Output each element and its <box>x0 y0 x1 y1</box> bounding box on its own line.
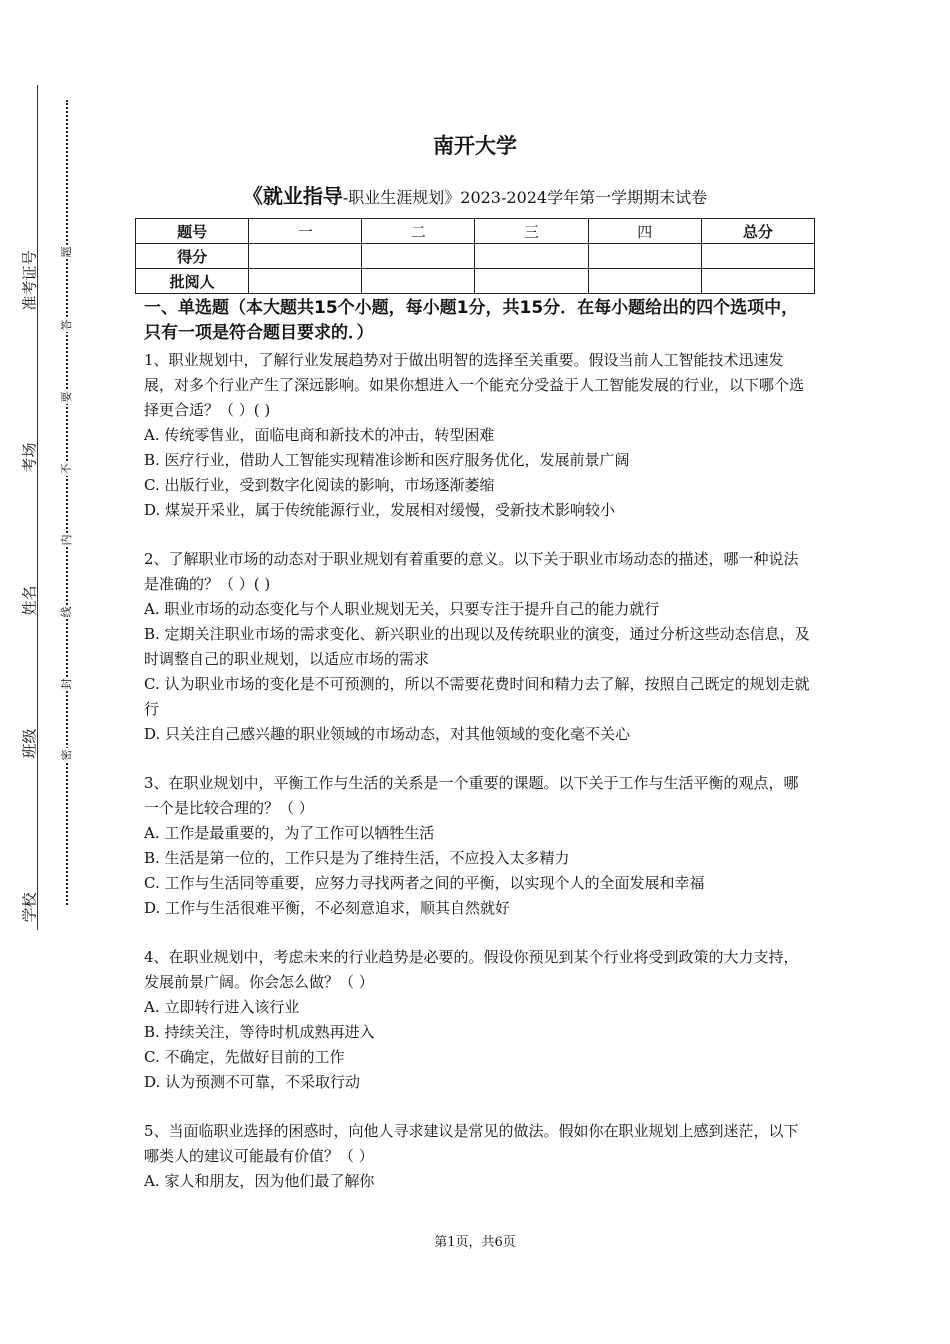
table-header-cell: 总分 <box>701 219 814 244</box>
table-header-cell: 三 <box>475 219 588 244</box>
question-stem: 5、当面临职业选择的困惑时，向他人寻求建议是常见的做法。假如你在职业规划上感到迷茫，以下哪类人的建议可能最有价值？（ ） <box>144 1122 799 1165</box>
option-b: B. 生活是第一位的，工作只是为了维持生活，不应投入太多精力 <box>144 849 570 867</box>
table-header-cell: 二 <box>362 219 475 244</box>
reviewer-cell <box>475 269 588 294</box>
score-table <box>135 218 815 294</box>
score-cell <box>362 244 475 269</box>
seal-char: 答 <box>60 319 73 331</box>
score-cell <box>475 244 588 269</box>
field-name: 姓名 <box>20 585 39 616</box>
option-d: D. 认为预测不可靠，不采取行动 <box>144 1073 361 1091</box>
field-class: 班级 <box>20 728 39 759</box>
option-a: A. 传统零售业，面临电商和新技术的冲击，转型困难 <box>144 426 495 444</box>
seal-char: 题 <box>60 246 73 258</box>
option-c: C. 出版行业，受到数字化阅读的影响，市场逐渐萎缩 <box>144 476 495 494</box>
field-exam-number: 准考证号 <box>20 250 39 311</box>
table-header-cell: 四 <box>588 219 701 244</box>
page-number: 第1页，共6页 <box>434 1235 516 1250</box>
option-d: D. 只关注自己感兴趣的职业领域的市场动态，对其他领域的变化毫不关心 <box>144 725 631 743</box>
option-c: C. 认为职业市场的变化是不可预测的，所以不需要花费时间和精力去了解，按照自己既定的规划走就行 <box>144 675 810 718</box>
reviewer-cell <box>362 269 475 294</box>
reviewer-cell <box>701 269 814 294</box>
university-title: 南开大学 <box>433 134 517 158</box>
question-5 <box>144 1119 812 1194</box>
option-a: A. 家人和朋友，因为他们最了解你 <box>144 1172 375 1190</box>
question-stem: 3、在职业规划中，平衡工作与生活的关系是一个重要的课题。以下关于工作与生活平衡的观点，哪一个是比较合理的？（ ） <box>144 774 799 817</box>
subtitle-course: 《就业指导 <box>242 184 343 208</box>
score-table-header-row <box>136 219 815 244</box>
subtitle-rest: -职业生涯规划》2023-2024学年第一学期期末试卷 <box>342 188 708 207</box>
option-a: A. 职业市场的动态变化与个人职业规划无关，只要专注于提升自己的能力就行 <box>144 600 660 618</box>
row-label: 批阅人 <box>136 269 249 294</box>
question-stem: 1、职业规划中，了解行业发展趋势对于做出明智的选择至关重要。假设当前人工智能技术迅速发展，对多个行业产生了深远影响。如果你想进入一个能充分受益于人工智能发展的行业，以下哪个选择更合适？（ ）( ) <box>144 351 805 419</box>
reviewer-cell <box>249 269 362 294</box>
question-2 <box>144 547 812 747</box>
exam-content <box>144 296 812 1218</box>
option-b: B. 医疗行业，借助人工智能实现精准诊断和医疗服务优化，发展前景广阔 <box>144 451 630 469</box>
score-cell <box>588 244 701 269</box>
seal-char: 内 <box>60 534 73 546</box>
reviewer-cell <box>588 269 701 294</box>
seal-char: 封 <box>60 678 73 690</box>
field-exam-room: 考场 <box>20 442 39 473</box>
score-cell <box>701 244 814 269</box>
option-a: A. 工作是最重要的，为了工作可以牺牲生活 <box>144 824 435 842</box>
option-b: B. 定期关注职业市场的需求变化、新兴职业的出现以及传统职业的演变，通过分析这些动态信息，及时调整自己的职业规划，以适应市场的需求 <box>144 625 810 668</box>
option-c: C. 工作与生活同等重要，应努力寻找两者之间的平衡，以实现个人的全面发展和幸福 <box>144 874 705 892</box>
seal-dotted-line <box>66 100 68 905</box>
question-stem: 2、了解职业市场的动态对于职业规划有着重要的意义。以下关于职业市场动态的描述，哪一种说法是准确的？（ ）( ) <box>144 550 799 593</box>
option-b: B. 持续关注，等待时机成熟再进入 <box>144 1023 375 1041</box>
row-label: 得分 <box>136 244 249 269</box>
option-d: D. 煤炭开采业，属于传统能源行业，发展相对缓慢，受新技术影响较小 <box>144 501 616 519</box>
exam-subtitle <box>0 180 950 209</box>
question-1 <box>144 348 812 523</box>
table-header-cell: 题号 <box>136 219 249 244</box>
seal-char: 线 <box>60 606 73 618</box>
option-c: C. 不确定，先做好目前的工作 <box>144 1048 345 1066</box>
binding-line <box>37 85 38 930</box>
field-school: 学校 <box>20 892 39 923</box>
seal-char: 密 <box>60 749 73 761</box>
seal-char: 不 <box>60 463 73 475</box>
option-d: D. 工作与生活很难平衡，不必刻意追求，顺其自然就好 <box>144 899 511 917</box>
question-3 <box>144 771 812 921</box>
seal-char: 要 <box>60 391 73 403</box>
score-cell <box>249 244 362 269</box>
table-header-cell: 一 <box>249 219 362 244</box>
option-a: A. 立即转行进入该行业 <box>144 998 300 1016</box>
reviewer-row <box>136 269 815 294</box>
question-4 <box>144 945 812 1095</box>
question-stem: 4、在职业规划中，考虑未来的行业趋势是必要的。假设你预见到某个行业将受到政策的大力支持，发展前景广阔。你会怎么做？（ ） <box>144 948 799 991</box>
score-row <box>136 244 815 269</box>
section-heading: 一、单选题（本大题共15个小题，每小题1分，共15分．在每小题给出的四个选项中，只有一项是符合题目要求的．） <box>144 298 799 343</box>
